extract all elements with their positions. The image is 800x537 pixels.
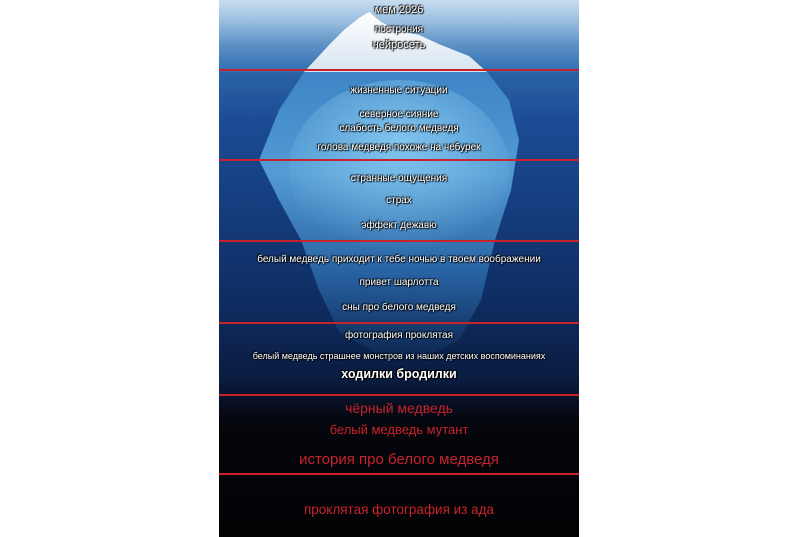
tier4-item: белый медведь страшнее монстров из наших детских воспоминаниях bbox=[252, 351, 546, 361]
tier2-item: страх bbox=[386, 195, 412, 206]
tier4-item: фотография проклятая bbox=[344, 330, 454, 341]
tier5-item: история про белого медведя bbox=[299, 451, 499, 468]
tier1-item: жизненные ситуации bbox=[350, 85, 448, 96]
tier1-item: северное сияние bbox=[359, 109, 439, 120]
tier5-item: белый медведь мутант bbox=[329, 422, 469, 437]
tier2-item: странные ощущения bbox=[350, 173, 448, 184]
tier3-item: сны про белого медведя bbox=[342, 302, 456, 313]
tier-divider bbox=[219, 473, 579, 475]
tier1-item: слабость белого медведя bbox=[339, 123, 459, 134]
tier6-item: проклятая фотография из ада bbox=[303, 502, 495, 517]
tier2-item: эффект дежавю bbox=[361, 220, 437, 231]
iceberg-meme-poster bbox=[219, 0, 579, 537]
neuroset-label: нейросеть bbox=[372, 39, 426, 51]
tier-divider bbox=[219, 394, 579, 396]
tier-divider bbox=[219, 322, 579, 324]
postroeniya-label: построния bbox=[374, 24, 424, 35]
tier-divider bbox=[219, 69, 579, 71]
tier3-item: привет шарлотта bbox=[359, 277, 439, 288]
tier1-item: голова медведя похоже на чебурек bbox=[317, 142, 481, 153]
tier-divider bbox=[219, 240, 579, 242]
tier4-item: ходилки бродилки bbox=[341, 367, 457, 381]
mem-2026-label: мем 2026 bbox=[374, 4, 424, 16]
iceberg-glow bbox=[289, 80, 509, 260]
tier3-item: белый медведь приходит к тебе ночью в твоем воображении bbox=[257, 254, 541, 265]
tier-divider bbox=[219, 159, 579, 161]
tier5-item: чёрный медведь bbox=[345, 400, 453, 416]
